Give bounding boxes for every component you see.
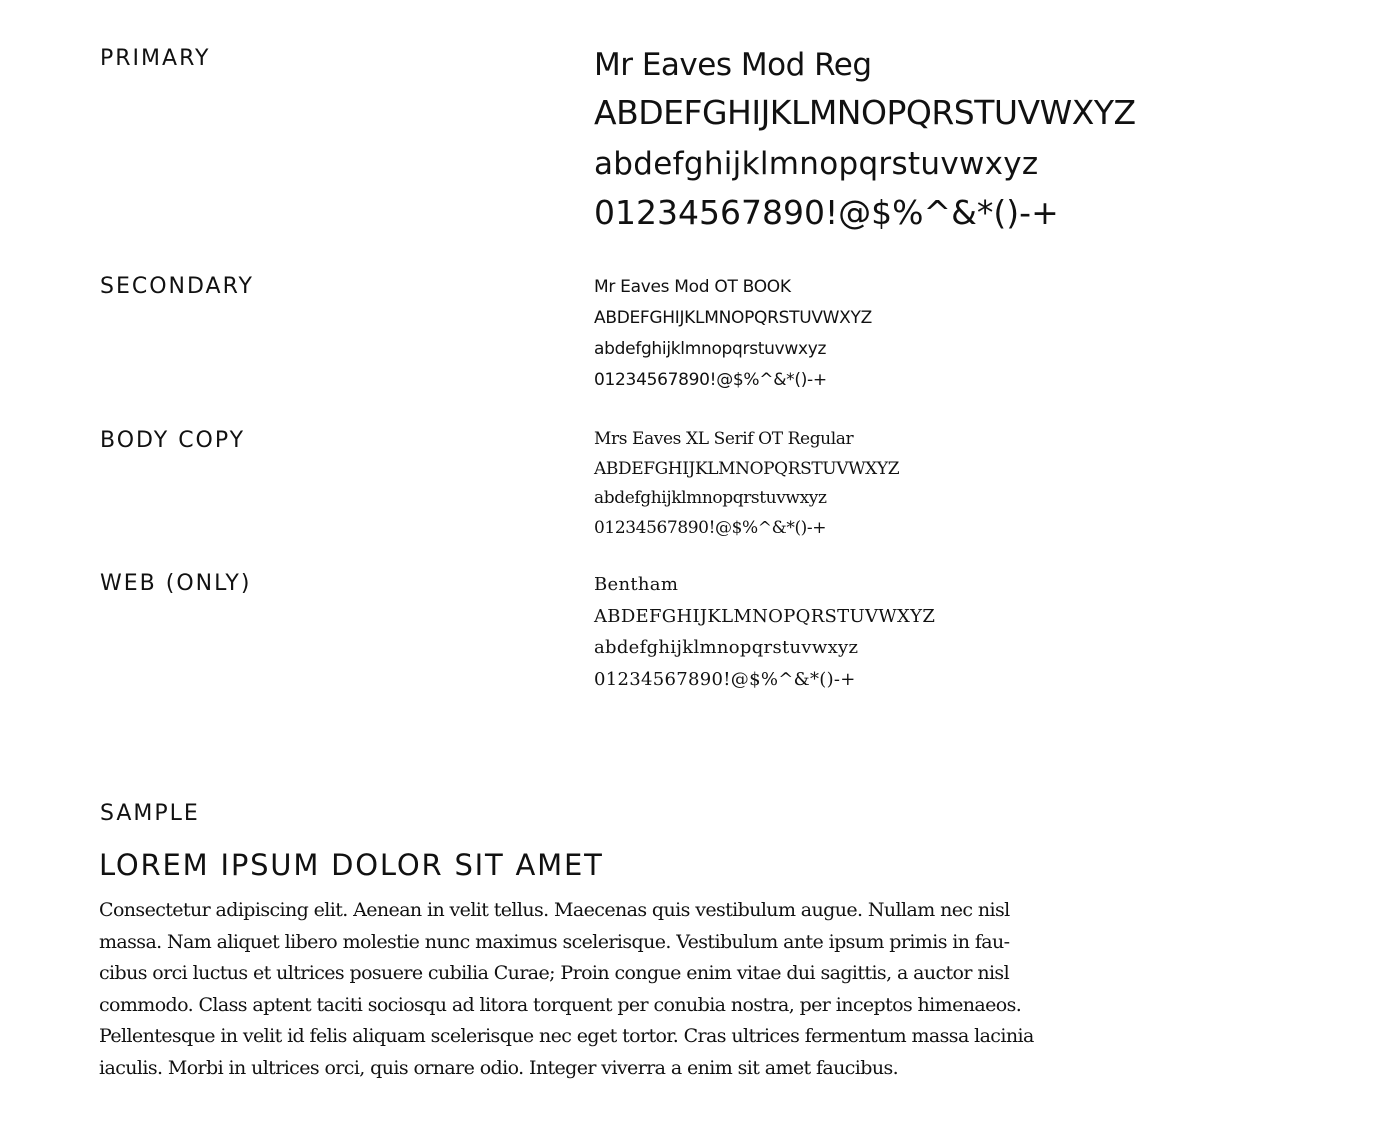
primary-lowercase-sample: abdefghijklmnopqrstuvwxyz	[594, 146, 1039, 182]
web-lowercase-sample: abdefghijklmnopqrstuvwxyz	[594, 637, 859, 658]
web-section-label: WEB (ONLY)	[100, 571, 252, 596]
sample-body-line: iaculis. Morbi in ultrices orci, quis ornare odio. Integer viverra a enim sit amet faucibus.	[99, 1056, 899, 1079]
primary-font-name: Mr Eaves Mod Reg	[594, 47, 872, 83]
web-font-specimen	[594, 569, 935, 695]
web-font-name: Bentham	[594, 574, 679, 595]
body-copy-section-label: BODY COPY	[100, 428, 246, 453]
web-numerals-sample: 01234567890!@$%^&*()-+	[594, 668, 856, 690]
sample-body-line: Consectetur adipiscing elit. Aenean in velit tellus. Maecenas quis vestibulum augue. Nullam nec nisl	[99, 899, 1010, 921]
primary-numerals-sample: 01234567890!@$%^&*()-+	[594, 193, 1059, 232]
primary-uppercase-sample: ABDEFGHIJKLMNOPQRSTUVWXYZ	[594, 93, 1136, 132]
secondary-uppercase-sample: ABDEFGHIJKLMNOPQRSTUVWXYZ	[594, 308, 872, 328]
body-copy-numerals-sample: 01234567890!@$%^&*()-+	[594, 517, 827, 538]
sample-body-paragraph	[99, 895, 1139, 1085]
secondary-font-specimen	[594, 272, 872, 396]
secondary-numerals-sample: 01234567890!@$%^&*()-+	[594, 370, 827, 390]
primary-section-label: PRIMARY	[100, 46, 211, 71]
sample-body-line: massa. Nam aliquet libero molestie nunc maximus scelerisque. Vestibulum ante ipsum primis in fau-	[99, 930, 1010, 953]
secondary-lowercase-sample: abdefghijklmnopqrstuvwxyz	[594, 339, 827, 359]
web-uppercase-sample: ABDEFGHIJKLMNOPQRSTUVWXYZ	[594, 605, 936, 627]
secondary-font-name: Mr Eaves Mod OT BOOK	[594, 277, 791, 297]
sample-body-line: commodo. Class aptent taciti sociosqu ad litora torquent per conubia nostra, per inceptos himenaeos.	[99, 993, 1022, 1016]
primary-font-specimen	[594, 44, 1136, 237]
body-copy-font-specimen	[594, 425, 899, 543]
sample-section-label: SAMPLE	[100, 801, 200, 826]
body-copy-uppercase-sample: ABDEFGHIJKLMNOPQRSTUVWXYZ	[594, 458, 900, 479]
sample-heading: LOREM IPSUM DOLOR SIT AMET	[99, 848, 604, 882]
body-copy-lowercase-sample: abdefghijklmnopqrstuvwxyz	[594, 488, 827, 508]
secondary-section-label: SECONDARY	[100, 274, 254, 299]
body-copy-font-name: Mrs Eaves XL Serif OT Regular	[594, 429, 854, 449]
sample-body-line: cibus orci luctus et ultrices posuere cubilia Curae; Proin congue enim vitae dui sagittis, a auctor nisl	[99, 962, 1010, 985]
sample-body-line: Pellentesque in velit id felis aliquam scelerisque nec eget tortor. Cras ultrices fermentum massa lacinia	[99, 1025, 1034, 1048]
